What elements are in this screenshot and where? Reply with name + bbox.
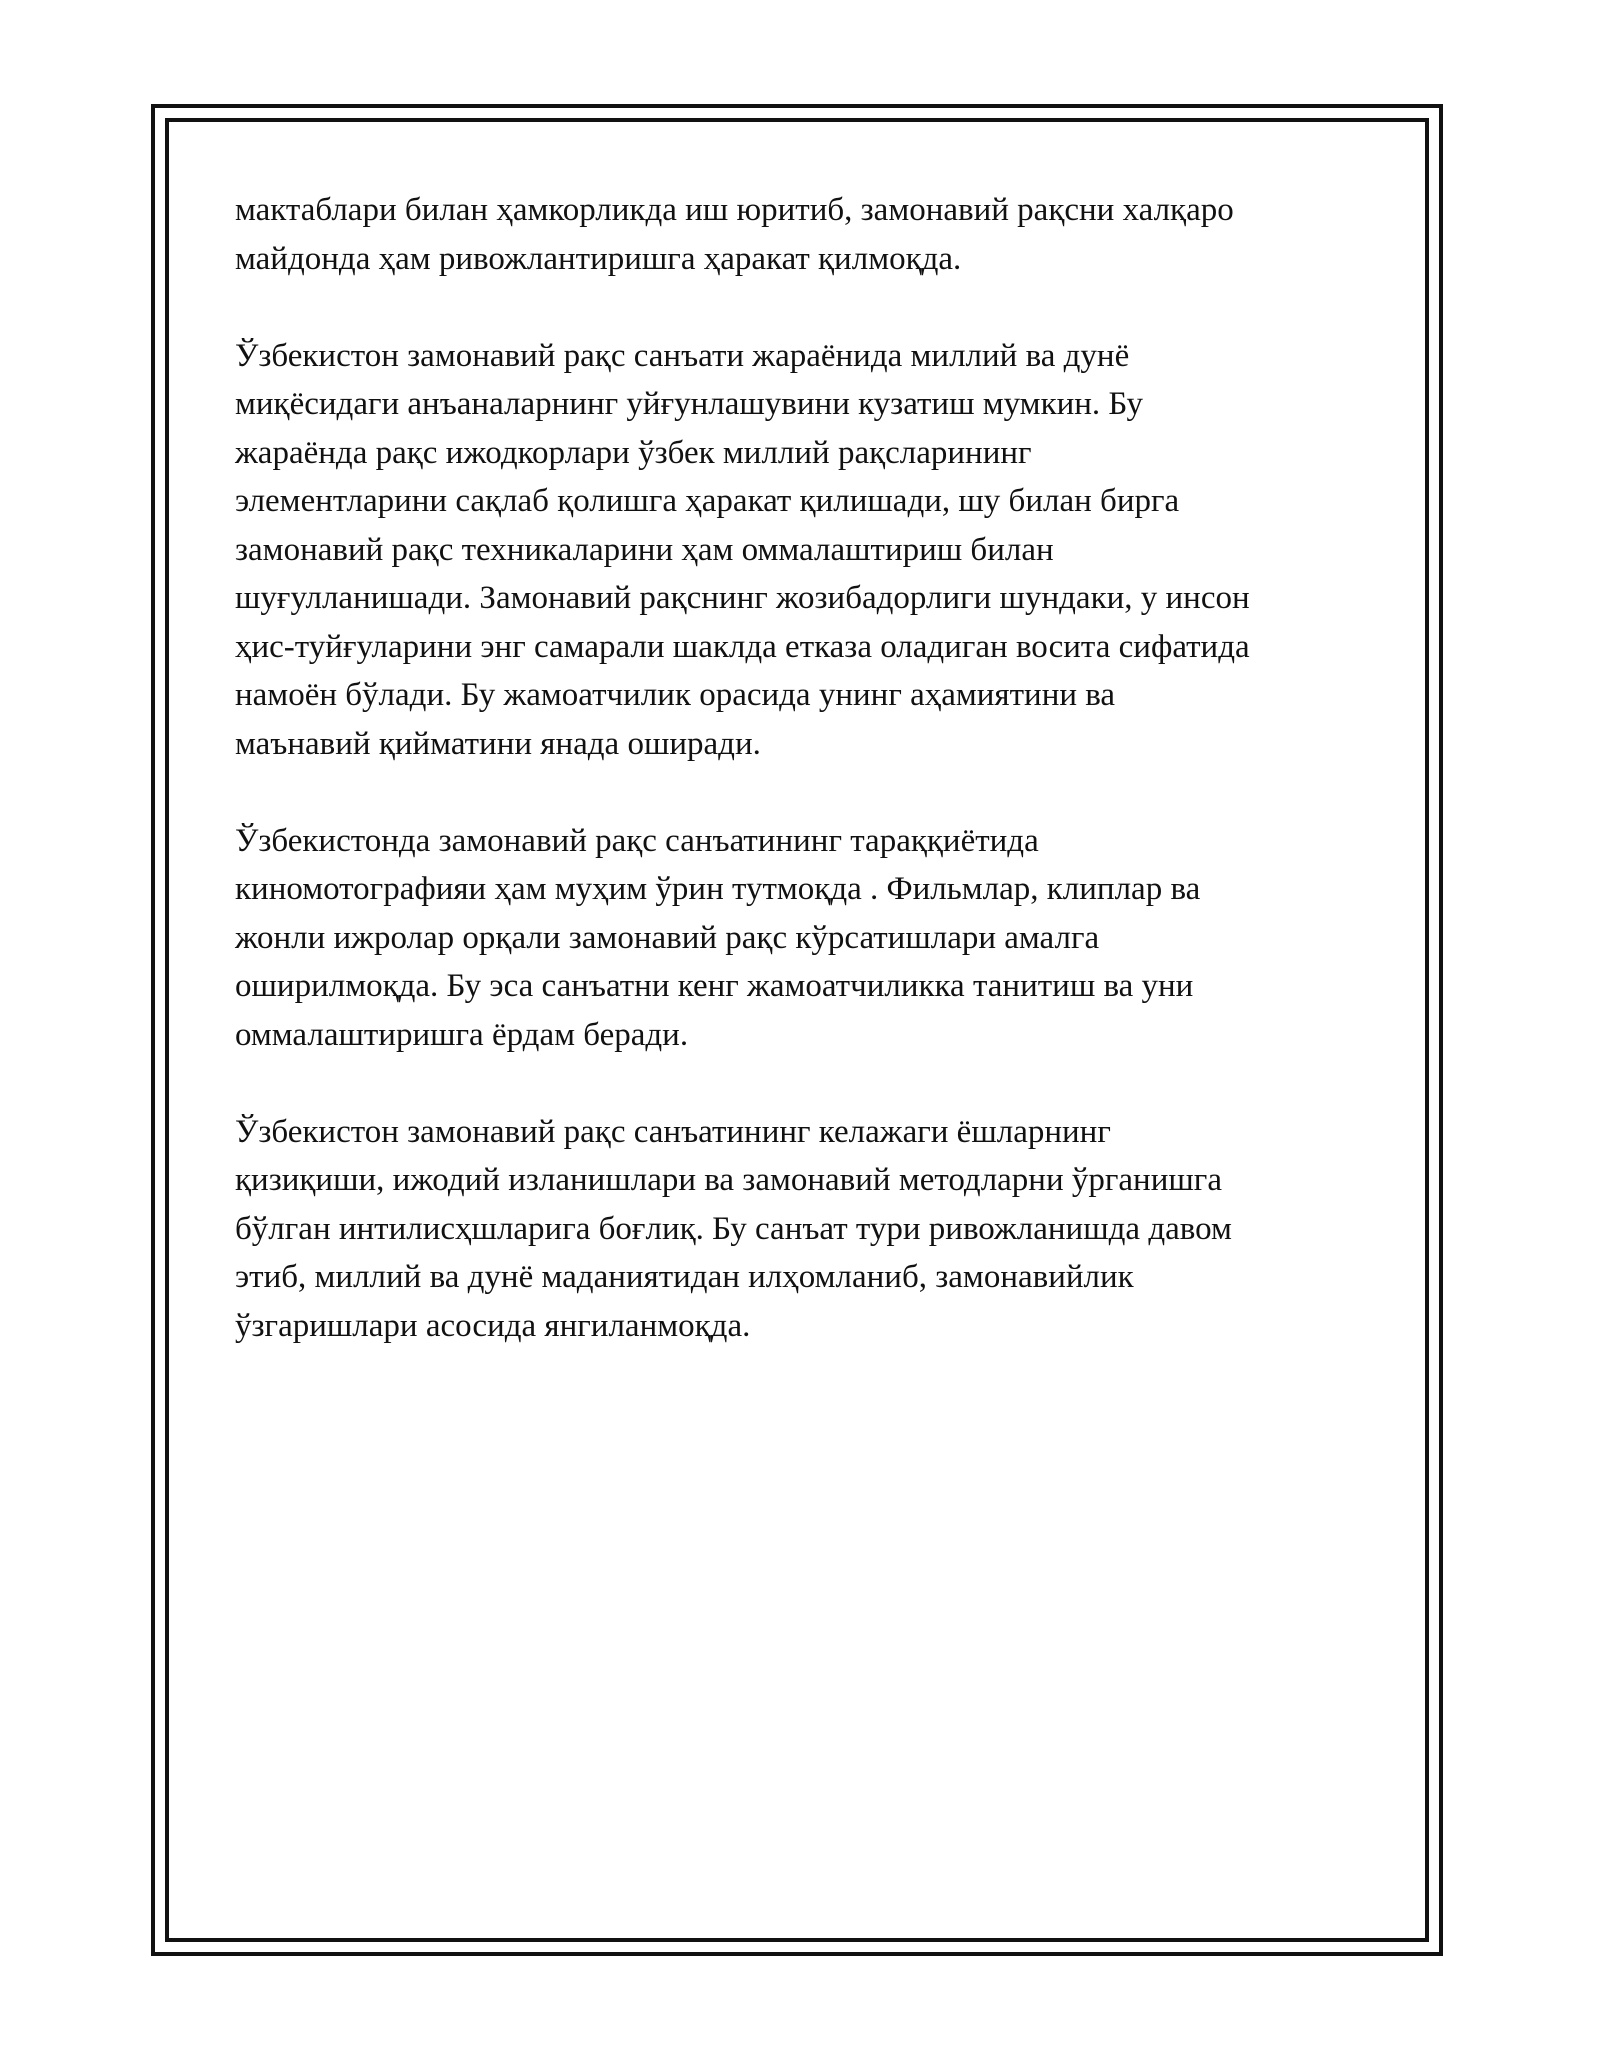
- text-line: этиб, миллий ва дунё маданиятидан илҳомланиб, замонавийлик: [235, 1259, 1134, 1295]
- text-line: Ўзбекистон замонавий рақс санъати жараёнида миллий ва дунё: [235, 337, 1130, 374]
- text-line: элементларини сақлаб қолишга ҳаракат қилишади, шу билан бирга: [235, 483, 1180, 519]
- text-line: намоён бўлади. Бу жамоатчилик орасида унинг аҳамиятини ва: [235, 677, 1116, 713]
- text-line: замонавий рақс техникаларини ҳам оммалаштириш билан: [235, 531, 1054, 568]
- text-line: жонли ижролар орқали замонавий рақс кўрсатишлари амалга: [235, 919, 1100, 956]
- text-line: майдонда ҳам ривожлантиришга ҳаракат қилмоқда.: [235, 240, 962, 277]
- paragraph-2: [235, 332, 1365, 769]
- text-line: қизиқиши, ижодий изланишлари ва замонавий методларни ўрганишга: [235, 1162, 1222, 1198]
- text-line: Ўзбекистон замонавий рақс санъатининг келажаги ёшларнинг: [235, 1113, 1111, 1150]
- text-line: Ўзбекистонда замонавий рақс санъатининг тараққиётида: [235, 822, 1039, 859]
- text-line: оширилмоқда. Бу эса санъатни кенг жамоатчиликка танитиш ва уни: [235, 968, 1194, 1004]
- text-line: бўлган интилисҳшларига боғлиқ. Бу санъат тури ривожланишда давом: [235, 1210, 1232, 1247]
- paragraph-1: [235, 186, 1365, 283]
- paragraph-4: [235, 1108, 1365, 1351]
- text-line: миқёсидаги анъаналарнинг уйғунлашувини кузатиш мумкин. Бу: [235, 386, 1144, 422]
- text-line: ўзгаришлари асосида янгиланмоқда.: [235, 1307, 751, 1344]
- text-line: жараёнда рақс ижодкорлари ўзбек миллий рақсларининг: [235, 434, 1032, 471]
- text-line: ҳис-туйғуларини энг самарали шаклда етказа оладиган восита сифатида: [235, 628, 1250, 665]
- text-line: оммалаштиришга ёрдам беради.: [235, 1016, 689, 1053]
- text-line: киномотографияи ҳам муҳим ўрин тутмоқда . Фильмлар, клиплар ва: [235, 871, 1201, 907]
- text-line: мактаблари билан ҳамкорликда иш юритиб, замонавий рақсни халқаро: [235, 192, 1234, 228]
- text-line: маънавий қийматини янада оширади.: [235, 725, 761, 762]
- text-line: шуғулланишади. Замонавий рақснинг жозибадорлиги шундаки, у инсон: [235, 580, 1250, 616]
- paragraph-3: [235, 817, 1365, 1060]
- document-body: [235, 186, 1365, 1399]
